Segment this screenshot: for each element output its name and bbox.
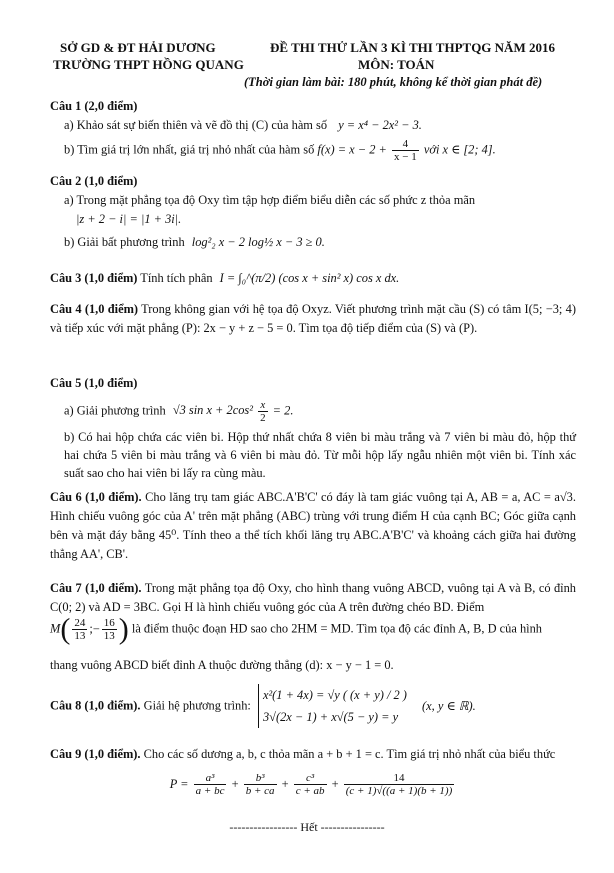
q5-part-a	[50, 399, 576, 424]
q9-plus-1: +	[231, 777, 239, 791]
q7-title: Câu 7 (1,0 điểm).	[50, 581, 142, 595]
question-6	[50, 488, 576, 564]
question-5	[50, 374, 576, 482]
question-9	[50, 745, 576, 764]
q8-eq1: x²(1 + 4x) = √y ( (x + y) / 2 )	[262, 688, 407, 702]
q1-a-text: a) Khảo sát sự biến thiên và vẽ đồ thị (C) của hàm số	[64, 118, 328, 132]
q2-part-b	[50, 233, 576, 252]
q1-b-text: b) Tìm giá trị lớn nhất, giá trị nhỏ nhất của hàm số	[64, 142, 315, 157]
q2-b-formula: log²₂ x − 2 log½ x − 3 ≥ 0.	[191, 235, 325, 249]
q8-system	[258, 684, 407, 728]
school-dept: SỞ GD & ĐT HẢI DƯƠNG	[60, 40, 216, 55]
q3-text: Tính tích phân	[140, 271, 213, 285]
q7-text1: Trong mặt phẳng tọa độ Oxy, cho hình thang vuông ABCD, vuông tại A và B, có đỉnh C(0; 2) và AD = 3BC. Gọi H là hình chiếu vuông góc của A trên đường chéo BD. Điểm	[50, 581, 576, 614]
q9-term-4	[344, 772, 455, 797]
question-2	[50, 172, 576, 252]
q9-t2-num: b³	[244, 772, 277, 785]
q9-p-label: P =	[169, 777, 189, 791]
q8-text: Giải hệ phương trình:	[143, 698, 251, 713]
q7-line3: thang vuông ABCD biết đỉnh A thuộc đường thẳng (d): x − y − 1 = 0.	[50, 658, 394, 672]
q1-title: Câu 1 (2,0 điểm)	[50, 99, 138, 113]
q9-t1-den: a + bc	[195, 785, 225, 797]
q7-y-fraction	[102, 617, 117, 642]
q1-b-frac-num: 4	[392, 138, 419, 151]
q2-part-a	[50, 191, 576, 229]
q6-title: Câu 6 (1,0 điểm).	[50, 490, 142, 504]
q9-title: Câu 9 (1,0 điểm).	[50, 747, 141, 761]
exam-title: ĐỀ THI THỬ LẦN 3 KÌ THI THPTQG NĂM 2016	[270, 40, 555, 55]
question-3	[50, 269, 576, 288]
q7-point-line: M( $\frac{24}{13}$ ;− $\frac{16}{13}$ ) là điểm thuộc đoạn HD sao cho 2HM = MD. Tìm tọa độ các đỉnh A, B, D của hình	[50, 612, 542, 646]
q2-b-text: b) Giải bất phương trình	[64, 235, 185, 249]
q9-plus-3: +	[331, 777, 339, 791]
q9-t3-num: c³	[294, 772, 327, 785]
q1-part-b	[50, 138, 576, 163]
q7-point-label: M	[50, 621, 61, 636]
q7-sep: ;	[89, 621, 93, 636]
q7-y-num: 16	[103, 617, 115, 629]
q8-domain: (x, y ∈ ℝ).	[422, 698, 476, 713]
school-name: TRƯỜNG THPT HỒNG QUANG	[53, 57, 244, 72]
q7-close-paren: )	[118, 612, 129, 646]
q7-x-den: 13	[74, 630, 86, 642]
q5-a-frac-den: 2	[260, 412, 266, 424]
q9-text: Cho các số dương a, b, c thỏa mãn a + b + 1 = c. Tìm giá trị nhỏ nhất của biểu thức	[143, 747, 556, 761]
time-note: (Thời gian làm bài: 180 phút, không kể thời gian phát đề)	[244, 75, 543, 89]
q5-title: Câu 5 (1,0 điểm)	[50, 376, 138, 390]
q8-eq2: 3√(2x − 1) + x√(5 − y) = y	[262, 710, 399, 724]
q9-term-1	[194, 772, 227, 797]
q9-term-3	[294, 772, 327, 797]
q9-expression	[50, 772, 576, 797]
q5-part-b: b) Có hai hộp chứa các viên bi. Hộp thứ nhất chứa 8 viên bi màu trắng và 7 viên bi màu đỏ, hộp thứ hai chứa 5 viên bi màu trắng và 6 viên bi màu đỏ. Từ mỗi hộp lấy ngẫu nhiên một viên bi. Tính xác suất sao cho hai viên bi lấy ra cùng màu.	[64, 430, 576, 480]
q1-b-formula: f(x) = x − 2 +	[317, 142, 387, 157]
end-marker: ----------------- Hết ----------------	[229, 820, 385, 834]
q9-term-2	[244, 772, 277, 797]
q5-a-fraction	[258, 399, 268, 424]
q8-title: Câu 8 (1,0 điểm).	[50, 698, 141, 713]
question-7	[50, 579, 576, 617]
q1-part-a	[50, 116, 576, 135]
q9-plus-2: +	[281, 777, 289, 791]
q9-t3-den: c + ab	[295, 785, 325, 797]
q9-t1-num: a³	[194, 772, 227, 785]
q2-title: Câu 2 (1,0 điểm)	[50, 174, 138, 188]
q5-a-text: a) Giải phương trình	[64, 403, 166, 418]
q9-t4-den: (c + 1)√((a + 1)(b + 1))	[345, 785, 453, 797]
q5-a-formula-end: = 2.	[272, 403, 294, 418]
q4-title: Câu 4 (1,0 điểm)	[50, 302, 139, 316]
q7-text2: là điểm thuộc đoạn HD sao cho 2HM = MD. Tìm tọa độ các đỉnh A, B, D của hình	[131, 621, 542, 636]
q3-formula: I = ∫₀^(π/2) (cos x + sin² x) cos x dx.	[219, 271, 400, 285]
q9-t4-num: 14	[344, 772, 455, 785]
q9-t2-den: b + ca	[245, 785, 275, 797]
q7-open-paren: (	[60, 612, 71, 646]
q4-text: Trong không gian với hệ tọa độ Oxyz. Viết phương trình mặt cầu (S) có tâm I(5; −3; 4) và tiếp xúc với mặt phẳng (P): 2x − y + z − 5 = 0. Tìm tọa độ tiếp điểm của (S) và (P).	[50, 302, 577, 335]
q1-b-frac-den: x − 1	[394, 151, 417, 163]
question-1	[50, 97, 576, 163]
q3-title: Câu 3 (1,0 điểm)	[50, 271, 138, 285]
question-4	[50, 300, 576, 338]
subject: MÔN: TOÁN	[358, 57, 435, 72]
q1-b-domain: với x ∈ [2; 4].	[423, 142, 496, 157]
q1-a-formula: y = x⁴ − 2x² − 3.	[338, 118, 422, 132]
question-8	[50, 684, 576, 728]
q7-x-fraction	[72, 617, 87, 642]
q1-b-fraction	[392, 138, 419, 163]
q7-x-num: 24	[74, 617, 86, 629]
q2-a-formula: |z + 2 − i| = |1 + 3i|.	[76, 212, 182, 226]
q5-a-formula: √3 sin x + 2cos²	[172, 403, 253, 418]
q6-text: Cho lăng trụ tam giác ABC.A'B'C' có đáy là tam giác vuông tại A, AB = a, AC = a√3. Hình chiếu vuông góc của A' trên mặt phẳng (ABC) trùng với trung điểm H của cạnh BC; Góc giữa cạnh bên và mặt đáy bằng 45⁰. Tính theo a thể tích khối lăng trụ ABC.A'B'C' và khoảng cách giữa hai đường thẳng AA', CB'.	[50, 490, 576, 561]
q5-a-frac-num: x	[258, 399, 268, 412]
q7-y-den: 13	[103, 630, 115, 642]
q2-a-text: a) Trong mặt phẳng tọa độ Oxy tìm tập hợp điểm biểu diễn các số phức z thỏa mãn	[64, 193, 476, 207]
